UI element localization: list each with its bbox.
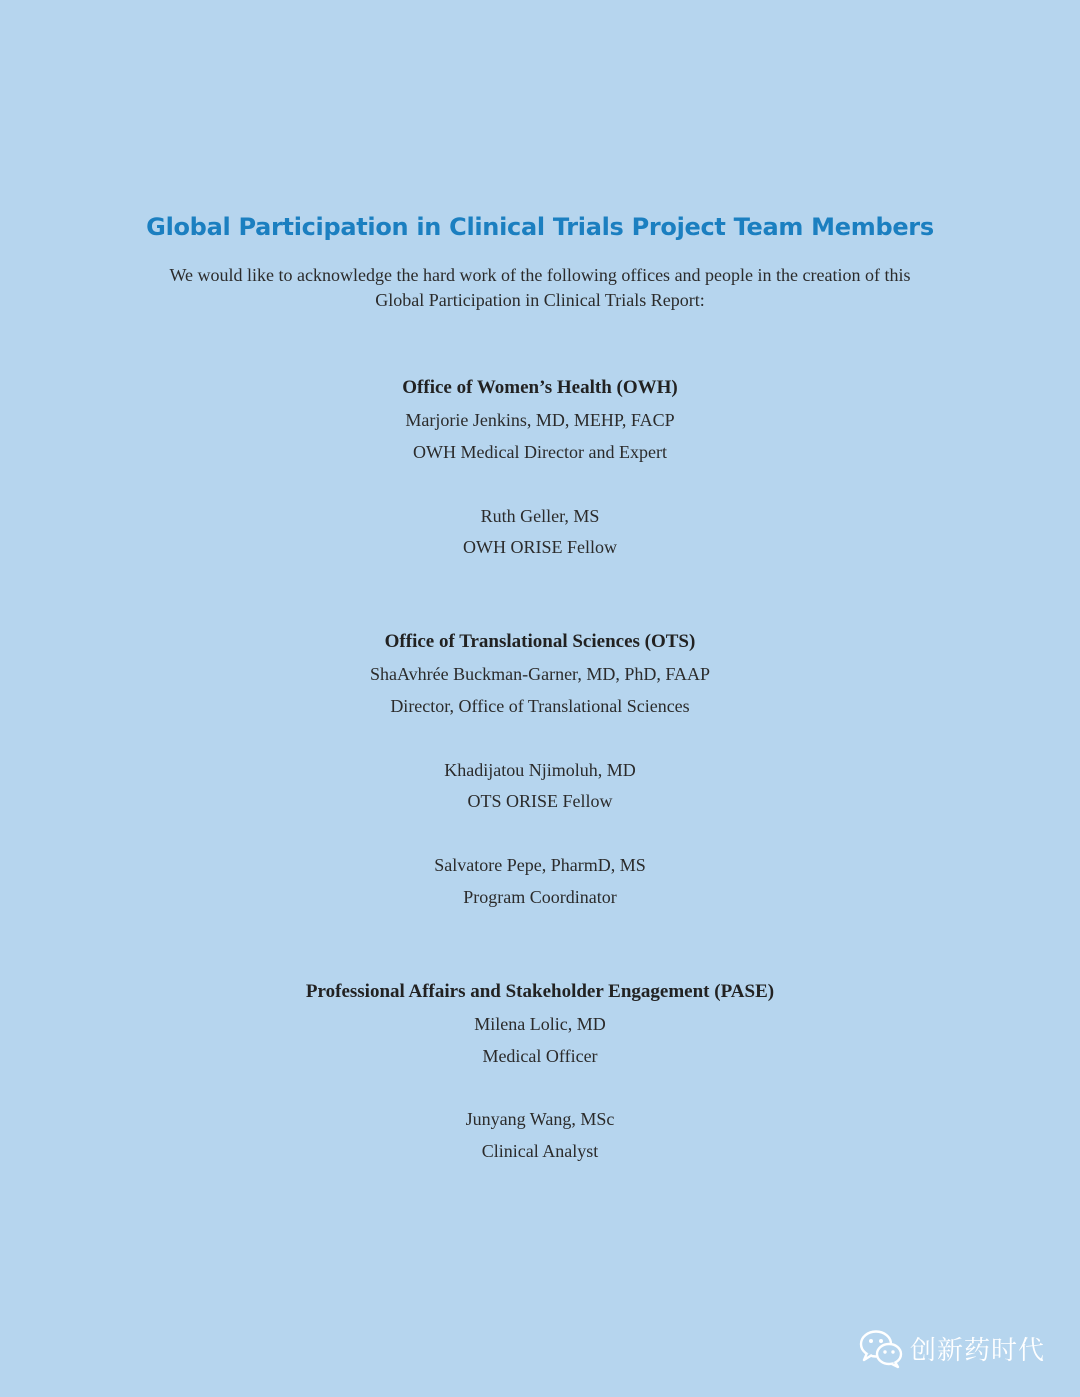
member-name: Junyang Wang, MSc: [465, 1109, 615, 1129]
section-heading-ots: Office of Translational Sciences (OTS): [384, 631, 696, 652]
watermark: [858, 1325, 1045, 1371]
member-name: Khadijatou Njimoluh, MD: [444, 760, 636, 780]
member-role: OWH Medical Director and Expert: [413, 442, 667, 462]
watermark-text: 创新药时代: [910, 1335, 1046, 1366]
member-role: Director, Office of Translational Sciences: [390, 696, 690, 716]
intro-paragraph: [0, 263, 1080, 313]
member-role: Clinical Analyst: [481, 1141, 599, 1161]
member-role: Medical Officer: [482, 1046, 598, 1066]
member-name: Ruth Geller, MS: [480, 506, 600, 526]
intro-line: We would like to acknowledge the hard work of the following offices and people in the creation of this: [169, 265, 911, 285]
member-role: Program Coordinator: [463, 887, 617, 907]
wechat-icon: [858, 1325, 904, 1371]
page-title: Global Participation in Clinical Trials Project Team Members: [146, 213, 934, 241]
member-name: ShaAvhrée Buckman-Garner, MD, PhD, FAAP: [369, 664, 711, 684]
member-role: OWH ORISE Fellow: [463, 537, 617, 557]
intro-line: Global Participation in Clinical Trials Report:: [375, 290, 705, 310]
member-name: Salvatore Pepe, PharmD, MS: [434, 855, 646, 875]
section-heading-owh: Office of Women’s Health (OWH): [402, 377, 678, 398]
member-role: OTS ORISE Fellow: [467, 791, 613, 811]
member-name: Milena Lolic, MD: [474, 1014, 606, 1034]
member-name: Marjorie Jenkins, MD, MEHP, FACP: [405, 410, 675, 430]
section-heading-pase: Professional Affairs and Stakeholder Engagement (PASE): [305, 981, 775, 1002]
